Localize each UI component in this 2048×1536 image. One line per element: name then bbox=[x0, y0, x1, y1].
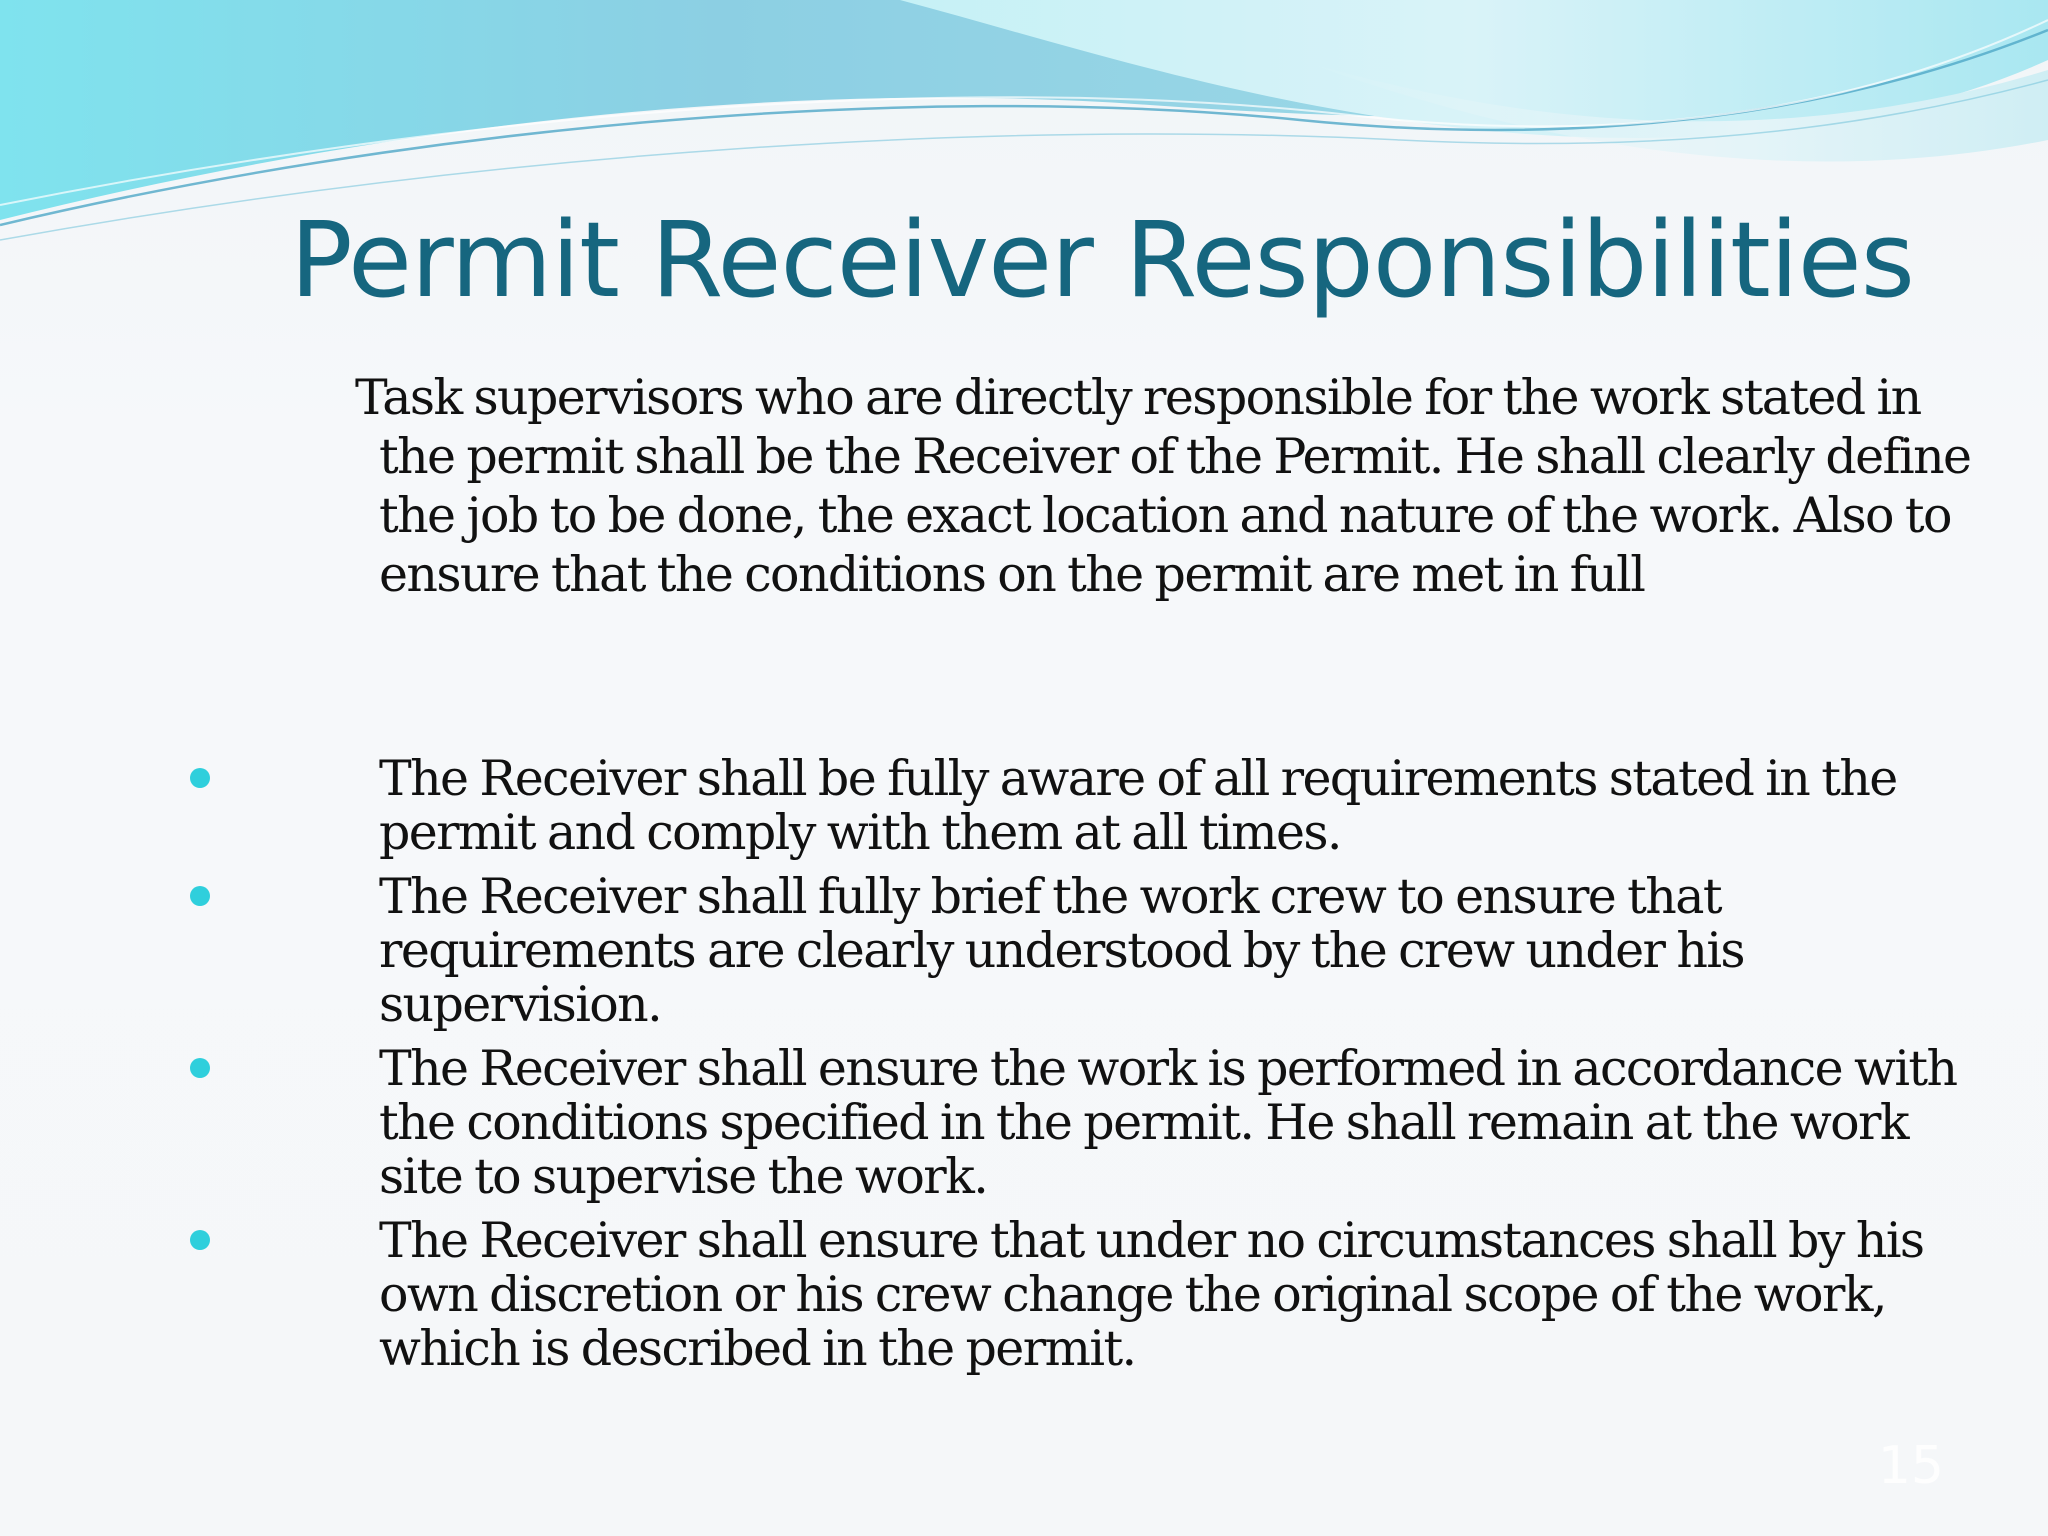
bullet-text: The Receiver shall fully brief the work crew to ensure that requirements are clearly understood by the crew under his supervision. bbox=[379, 868, 1744, 1033]
bullet-text: The Receiver shall ensure the work is performed in accordance with the conditions specified in the permit. He shall remain at the work site to supervise the work. bbox=[379, 1040, 1957, 1205]
bullet-icon bbox=[190, 886, 210, 906]
bullet-item bbox=[0, 1214, 1979, 1376]
bullet-text: The Receiver shall ensure that under no circumstances shall by his own discretion or his crew change the original scope of the work, which is described in the permit. bbox=[379, 1212, 1924, 1377]
slide-number: 15 bbox=[1877, 1436, 1944, 1496]
bullet-icon bbox=[190, 768, 210, 788]
slide-title: Permit Receiver Responsibilities bbox=[290, 199, 1914, 321]
bullet-item bbox=[0, 870, 1979, 1032]
bullet-icon bbox=[190, 1058, 210, 1078]
bullet-item bbox=[0, 752, 1979, 860]
bullet-item bbox=[0, 1042, 1979, 1204]
bullet-text: The Receiver shall be fully aware of all requirements stated in the permit and comply with them at all times. bbox=[379, 750, 1897, 861]
bullet-icon bbox=[190, 1230, 210, 1250]
intro-paragraph: Task supervisors who are directly responsible for the work stated in the permit shall be the Receiver of the Permit. He shall clearly define the job to be done, the exact location and nature of the work. Also to ensure that the conditions on the permit are met in full bbox=[355, 369, 1971, 603]
bullet-list bbox=[0, 752, 2048, 1386]
